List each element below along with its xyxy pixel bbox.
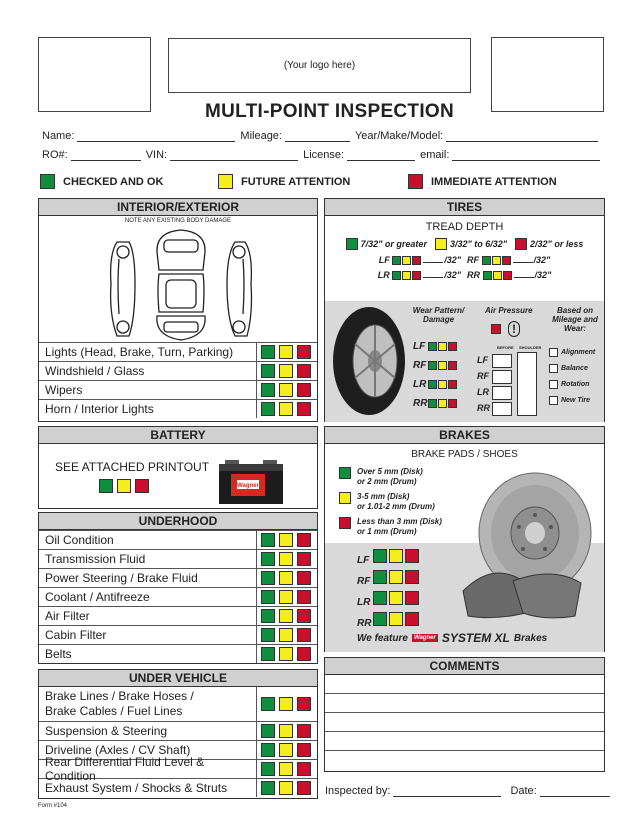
- battery-text: SEE ATTACHED PRINTOUT: [55, 460, 210, 474]
- status-box[interactable]: [297, 402, 311, 416]
- status-box[interactable]: [261, 609, 275, 623]
- brakes-section: [324, 426, 605, 652]
- status-box[interactable]: [261, 743, 275, 757]
- status-box[interactable]: [261, 552, 275, 566]
- status-box[interactable]: [279, 609, 293, 623]
- status-box[interactable]: [279, 724, 293, 738]
- vehicle-diagram: [39, 224, 317, 342]
- status-box[interactable]: [261, 571, 275, 585]
- item-label: Lights (Head, Brake, Turn, Parking): [45, 345, 234, 359]
- status-checkboxes[interactable]: [256, 362, 317, 380]
- status-box[interactable]: [279, 571, 293, 585]
- status-box[interactable]: [297, 762, 311, 776]
- status-box[interactable]: [279, 364, 293, 378]
- status-box[interactable]: [279, 762, 293, 776]
- form-number: Form #104: [38, 803, 68, 809]
- comment-line[interactable]: [325, 751, 604, 770]
- service-label: New Tire: [561, 397, 591, 404]
- status-checkboxes[interactable]: [256, 741, 317, 759]
- status-checkboxes[interactable]: [256, 550, 317, 568]
- list-item: [39, 644, 317, 663]
- item-label: Belts: [45, 647, 72, 661]
- tire-image: [327, 304, 407, 419]
- inspected-by-label: Inspected by:: [325, 785, 391, 797]
- mileage-label: Mileage:: [240, 130, 282, 142]
- tpms-icon: !: [508, 321, 520, 337]
- status-box[interactable]: [261, 402, 275, 416]
- status-box[interactable]: [261, 364, 275, 378]
- tires-header: TIRES: [325, 199, 604, 216]
- tread-legend: 7/32" or greater 3/32" to 6/32" 2/32" or less: [325, 238, 604, 250]
- list-item: [39, 721, 317, 740]
- list-item: [39, 361, 317, 380]
- status-box[interactable]: [279, 345, 293, 359]
- comment-line[interactable]: [325, 713, 604, 732]
- ymm-label: Year/Make/Model:: [354, 130, 444, 142]
- status-box[interactable]: [297, 345, 311, 359]
- status-checkboxes[interactable]: [256, 400, 317, 418]
- status-checkboxes[interactable]: [256, 626, 317, 644]
- service-option[interactable]: [549, 393, 595, 409]
- service-checkbox[interactable]: [549, 364, 558, 373]
- item-label: Coolant / Antifreeze: [45, 590, 150, 604]
- list-item: [39, 380, 317, 399]
- status-box[interactable]: [279, 402, 293, 416]
- item-label: Cabin Filter: [45, 628, 107, 642]
- item-label: Brake Cables / Fuel Lines: [45, 704, 183, 718]
- undervehicle-section: [38, 669, 318, 799]
- status-checkboxes[interactable]: [256, 607, 317, 625]
- status-box[interactable]: [279, 781, 293, 795]
- battery-image: [217, 448, 287, 508]
- status-box[interactable]: [297, 590, 311, 604]
- list-item: [39, 755, 317, 783]
- status-checkboxes[interactable]: [256, 760, 317, 778]
- ro-label: RO#:: [42, 149, 68, 161]
- legend-yellow: FUTURE ATTENTION: [218, 174, 350, 189]
- item-label: Power Steering / Brake Fluid: [45, 571, 198, 585]
- status-checkboxes[interactable]: [256, 343, 317, 361]
- battery-header: BATTERY: [39, 427, 317, 444]
- brand-feature: We feature Wagner SYSTEM XL Brakes: [357, 631, 548, 645]
- list-item: [39, 568, 317, 587]
- tires-section: [324, 198, 605, 422]
- ro-field[interactable]: [42, 149, 605, 161]
- status-box[interactable]: [297, 533, 311, 547]
- item-label: Exhaust System / Shocks & Struts: [45, 781, 228, 795]
- list-item: [39, 687, 317, 721]
- tpms-indicator: [491, 321, 520, 337]
- status-checkboxes[interactable]: [256, 531, 317, 549]
- wear-grid[interactable]: LF RF LR RR: [413, 337, 458, 413]
- brake-pads-label: BRAKE PADS / SHOES: [411, 449, 518, 460]
- status-box[interactable]: [261, 590, 275, 604]
- status-box[interactable]: [261, 533, 275, 547]
- brake-grid[interactable]: LF RF LR RR: [357, 549, 419, 633]
- wear-label: Wear Pattern/ Damage: [412, 306, 465, 324]
- comments-section: [324, 657, 605, 772]
- list-item: [39, 606, 317, 625]
- underhood-section: [38, 512, 318, 664]
- list-item: [39, 625, 317, 644]
- shoulder-box[interactable]: [517, 352, 537, 416]
- interior-header: INTERIOR/EXTERIOR: [39, 199, 317, 216]
- legend-green: CHECKED AND OK: [40, 174, 163, 189]
- wagner-logo: Wagner: [413, 635, 436, 641]
- battery-section: [38, 426, 318, 509]
- comment-line[interactable]: [325, 694, 604, 713]
- status-box[interactable]: [297, 609, 311, 623]
- status-box[interactable]: [279, 552, 293, 566]
- item-label: Air Filter: [45, 609, 90, 623]
- underhood-header: UNDERHOOD: [39, 513, 317, 530]
- comment-line[interactable]: [325, 732, 604, 751]
- status-box[interactable]: [279, 383, 293, 397]
- battery-status[interactable]: [99, 479, 149, 493]
- brake-rotor-image: [453, 471, 603, 641]
- status-box[interactable]: [261, 345, 275, 359]
- shoulder-label: SHOULDER: [519, 345, 542, 350]
- status-box[interactable]: [297, 571, 311, 585]
- comments-header: COMMENTS: [325, 658, 604, 675]
- item-label: Horn / Interior Lights: [45, 402, 154, 416]
- service-label: Balance: [561, 365, 588, 372]
- status-box[interactable]: [261, 647, 275, 661]
- status-box[interactable]: [297, 552, 311, 566]
- item-label: Suspension & Steering: [45, 724, 168, 738]
- status-box[interactable]: [261, 724, 275, 738]
- air-pressure-label: Air Pressure: [485, 306, 533, 315]
- list-item: [39, 778, 317, 797]
- tread-depth-label: TREAD DEPTH: [425, 221, 504, 233]
- license-label: License:: [303, 149, 345, 161]
- service-label: Rotation: [561, 381, 590, 388]
- status-checkboxes[interactable]: [256, 569, 317, 587]
- status-box[interactable]: [261, 628, 275, 642]
- tire-detail-panel: [325, 301, 604, 422]
- status-box[interactable]: [297, 383, 311, 397]
- item-label: Rear Differential Fluid Level & Condition: [45, 755, 205, 783]
- item-label: Windshield / Glass: [45, 364, 145, 378]
- name-field[interactable]: [42, 130, 603, 142]
- legend-red: IMMEDIATE ATTENTION: [408, 174, 557, 189]
- tread-grid[interactable]: LF /32" RF /32" LR /32" RR /32": [377, 255, 552, 281]
- interior-note: NOTE ANY EXISTING BODY DAMAGE: [124, 218, 232, 224]
- status-checkboxes[interactable]: [256, 722, 317, 740]
- status-box[interactable]: [297, 647, 311, 661]
- logo-placeholder: (Your logo here): [168, 38, 471, 93]
- service-option[interactable]: [549, 377, 595, 393]
- status-box[interactable]: [261, 762, 275, 776]
- list-item: [39, 342, 317, 361]
- item-label: Driveline (Axles / CV Shaft): [45, 743, 191, 757]
- status-box[interactable]: [279, 647, 293, 661]
- status-box[interactable]: [297, 364, 311, 378]
- list-item: [39, 587, 317, 606]
- status-box[interactable]: [297, 781, 311, 795]
- status-box[interactable]: [297, 743, 311, 757]
- status-checkboxes[interactable]: [256, 645, 317, 663]
- brake-legend: Over 5 mm (Disk) or 2 mm (Drum) 3-5 mm (Disk) or 1.01-2 mm (Drum) Less than 3 mm (Disk) or 1 mm (Drum): [339, 467, 442, 537]
- item-label: Oil Condition: [45, 533, 114, 547]
- status-box[interactable]: [261, 781, 275, 795]
- mileage-wear-label: Based on Mileage and Wear:: [552, 306, 598, 333]
- service-option[interactable]: [549, 345, 595, 361]
- battery-brand: Wagner: [237, 483, 259, 489]
- left-logo-box: [38, 37, 151, 112]
- email-label: email:: [420, 149, 450, 161]
- status-checkboxes[interactable]: [256, 381, 317, 399]
- service-option[interactable]: [549, 361, 595, 377]
- status-box[interactable]: [279, 628, 293, 642]
- item-label: Wipers: [45, 383, 83, 397]
- service-checkbox[interactable]: [549, 396, 558, 405]
- list-item: [39, 530, 317, 549]
- comment-line[interactable]: [325, 675, 604, 694]
- item-label: Brake Lines / Brake Hoses /: [45, 689, 194, 703]
- service-checkbox[interactable]: [549, 348, 558, 357]
- status-checkboxes[interactable]: [256, 588, 317, 606]
- name-label: Name:: [42, 130, 75, 142]
- before-label: BEFORE: [497, 345, 514, 350]
- status-box[interactable]: [297, 628, 311, 642]
- undervehicle-header: UNDER VEHICLE: [39, 670, 317, 687]
- right-logo-box: [491, 37, 604, 112]
- list-item: [39, 549, 317, 568]
- list-item: [39, 399, 317, 418]
- status-box[interactable]: [279, 590, 293, 604]
- status-box[interactable]: [261, 383, 275, 397]
- status-box[interactable]: [279, 743, 293, 757]
- inspected-by-field[interactable]: [325, 785, 615, 797]
- item-label: Transmission Fluid: [45, 552, 146, 566]
- service-label: Alignment: [561, 349, 596, 356]
- service-checkbox[interactable]: [549, 380, 558, 389]
- status-checkboxes[interactable]: [256, 687, 317, 721]
- interior-section: [38, 198, 318, 422]
- pressure-grid[interactable]: LF RF LR RR: [477, 352, 512, 416]
- page-title: MULTI-POINT INSPECTION: [205, 101, 455, 122]
- vin-label: VIN:: [145, 149, 168, 161]
- status-checkboxes[interactable]: [256, 779, 317, 797]
- status-box[interactable]: [279, 533, 293, 547]
- brakes-header: BRAKES: [325, 427, 604, 444]
- status-box[interactable]: [297, 724, 311, 738]
- date-label: Date:: [510, 785, 537, 797]
